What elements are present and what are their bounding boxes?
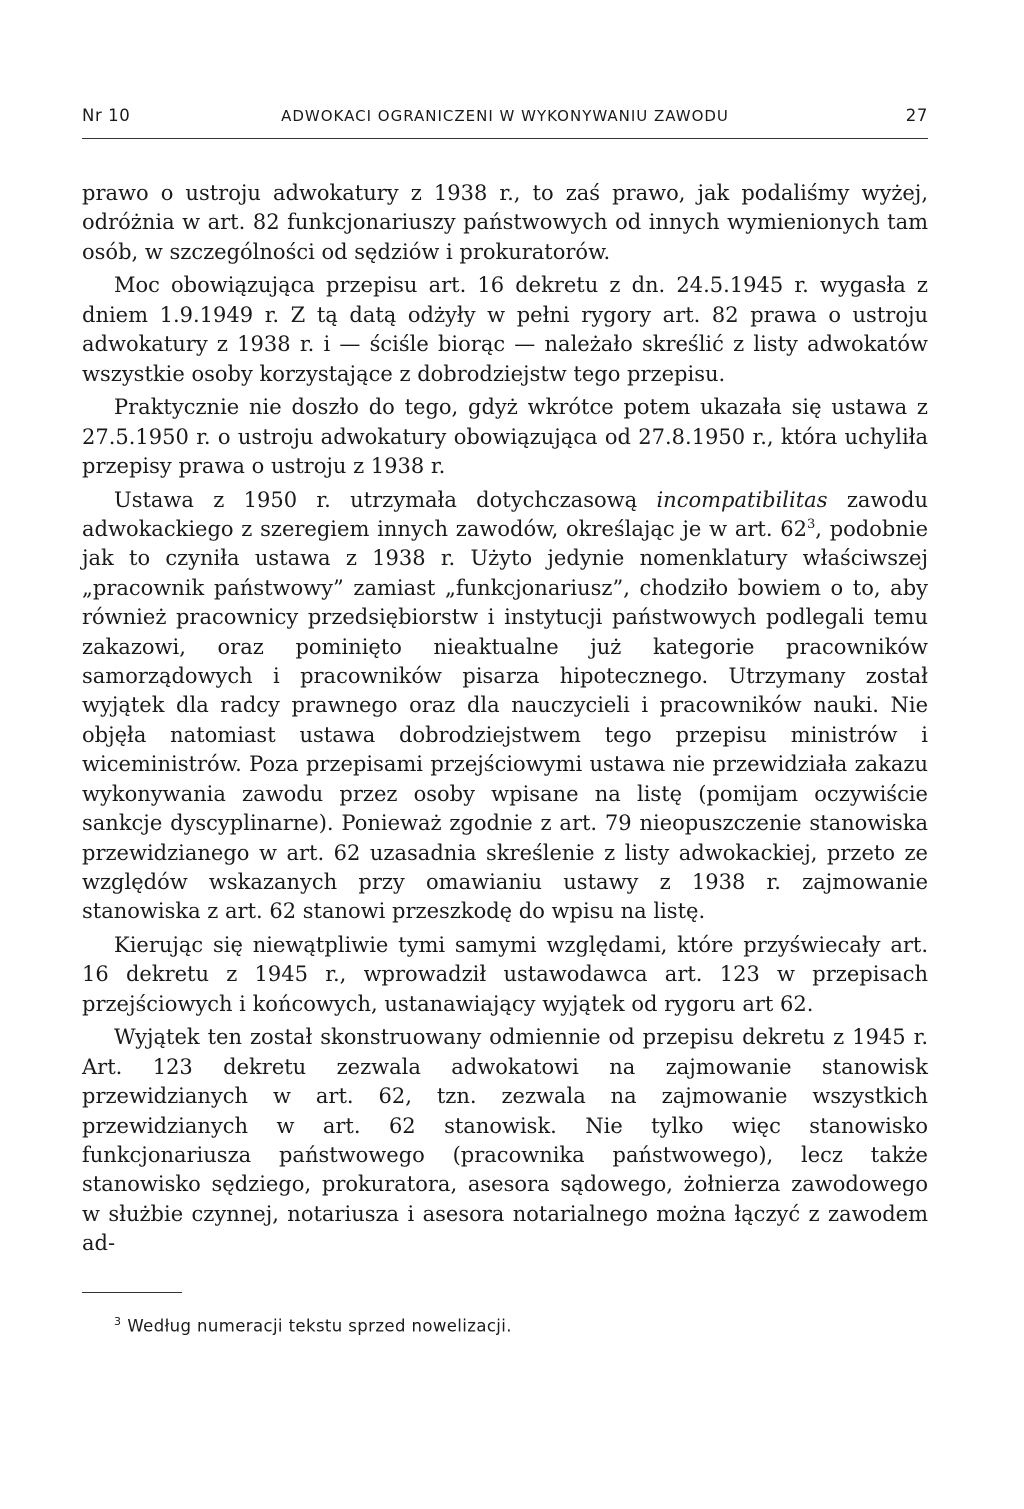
document-page (82, 100, 928, 1335)
incompatibilitas-term: incompatibilitas (656, 487, 828, 512)
footnote-rule (82, 1292, 182, 1293)
page-number: 27 (905, 106, 928, 125)
issue-number: Nr 10 (82, 106, 131, 125)
running-title: ADWOKACI OGRANICZENI W WYKONYWANIU ZAWODU (281, 107, 729, 125)
footnote (82, 1315, 928, 1336)
paragraph-4-part-b: zawodu adwokackiego z szeregiem innych zawodów, określając je w art. 62 (82, 487, 928, 542)
body-text (82, 179, 928, 1259)
paragraph-4-part-a: Ustawa z 1950 r. utrzymała dotychczasową (114, 487, 638, 512)
paragraph-5: Kierując się niewątpliwie tymi samymi względami, które przyświecały art. 16 dekretu z 1945 r., wprowadził ustawodawca art. 123 w przepisach przejściowych i końcowych, ustanawiający wyjątek od rygoru art 62. (82, 932, 928, 1016)
running-header (82, 100, 928, 139)
paragraph-4-part-c: , podobnie jak to czyniła ustawa z 1938 r. Użyto jedynie nomenklatury właściwszej „pracownik państwowy” zamiast „funkcjonariusz”, chodziło bowiem o to, aby również pracownicy przedsiębiorstw i instytucji państwowych podlegali temu zakazowi, oraz pominięto nieaktualne już kategorie pracowników samorządowych i pracowników pisarza hipotecznego. Utrzymany został wyjątek dla radcy prawnego oraz dla nauczycieli i pracowników nauki. Nie objęła natomiast ustawa dobrodziejstwem tego przepisu ministrów i wiceministrów. Poza przepisami przejściowymi ustawa nie przewidziała zakazu wykonywania zawodu przez osoby wpisane na listę (pomijam oczywiście sankcje dyscyplinarne). Ponieważ zgodnie z art. 79 nieopuszczenie stanowiska przewidzianego w art. 62 uzasadnia skreślenie z listy adwokackiej, przeto ze względów wskazanych przy omawianiu ustawy z 1938 r. zajmowanie stanowiska z art. 62 stanowi przeszkodę do wpisu na listę. (82, 517, 928, 924)
footnote-marker: 3 (114, 1314, 122, 1328)
footnote-text: Według numeracji tekstu sprzed nowelizacji. (127, 1316, 512, 1336)
paragraph-1: prawo o ustroju adwokatury z 1938 r., to zaś prawo, jak podaliśmy wyżej, odróżnia w art. 82 funkcjonariuszy państwowych od innych wymienionych tam osób, w szczególności od sędziów i prokuratorów. (82, 181, 928, 264)
paragraph-4 (82, 486, 928, 927)
paragraph-2: Moc obowiązująca przepisu art. 16 dekretu z dn. 24.5.1945 r. wygasła z dniem 1.9.1949 r. Z tą datą odżyły w pełni rygory art. 82 prawa o ustroju adwokatury z 1938 r. i — ściśle biorąc — należało skreślić z listy adwokatów wszystkie osoby korzystające z dobrodziejstw tego przepisu. (82, 273, 928, 386)
paragraph-6: Wyjątek ten został skonstruowany odmiennie od przepisu dekretu z 1945 r. Art. 123 dekretu zezwala adwokatowi na zajmowanie stanowisk przewidzianych w art. 62, tzn. zezwala na zajmowanie wszystkich przewidzianych w art. 62 stanowisk. Nie tylko więc stanowisko funkcjonariusza państwowego (pracownika państwowego), lecz także stanowisko sędziego, prokuratora, asesora sądowego, żołnierza zawodowego w służbie czynnej, notariusza i asesora notarialnego można łączyć z zawodem ad- (82, 1025, 928, 1256)
footnote-reference: 3 (807, 517, 816, 533)
paragraph-3: Praktycznie nie doszło do tego, gdyż wkrótce potem ukazała się ustawa z 27.5.1950 r. o ustroju adwokatury obowiązująca od 27.8.1950 r., która uchyliła przepisy prawa o ustroju z 1938 r. (82, 395, 928, 479)
